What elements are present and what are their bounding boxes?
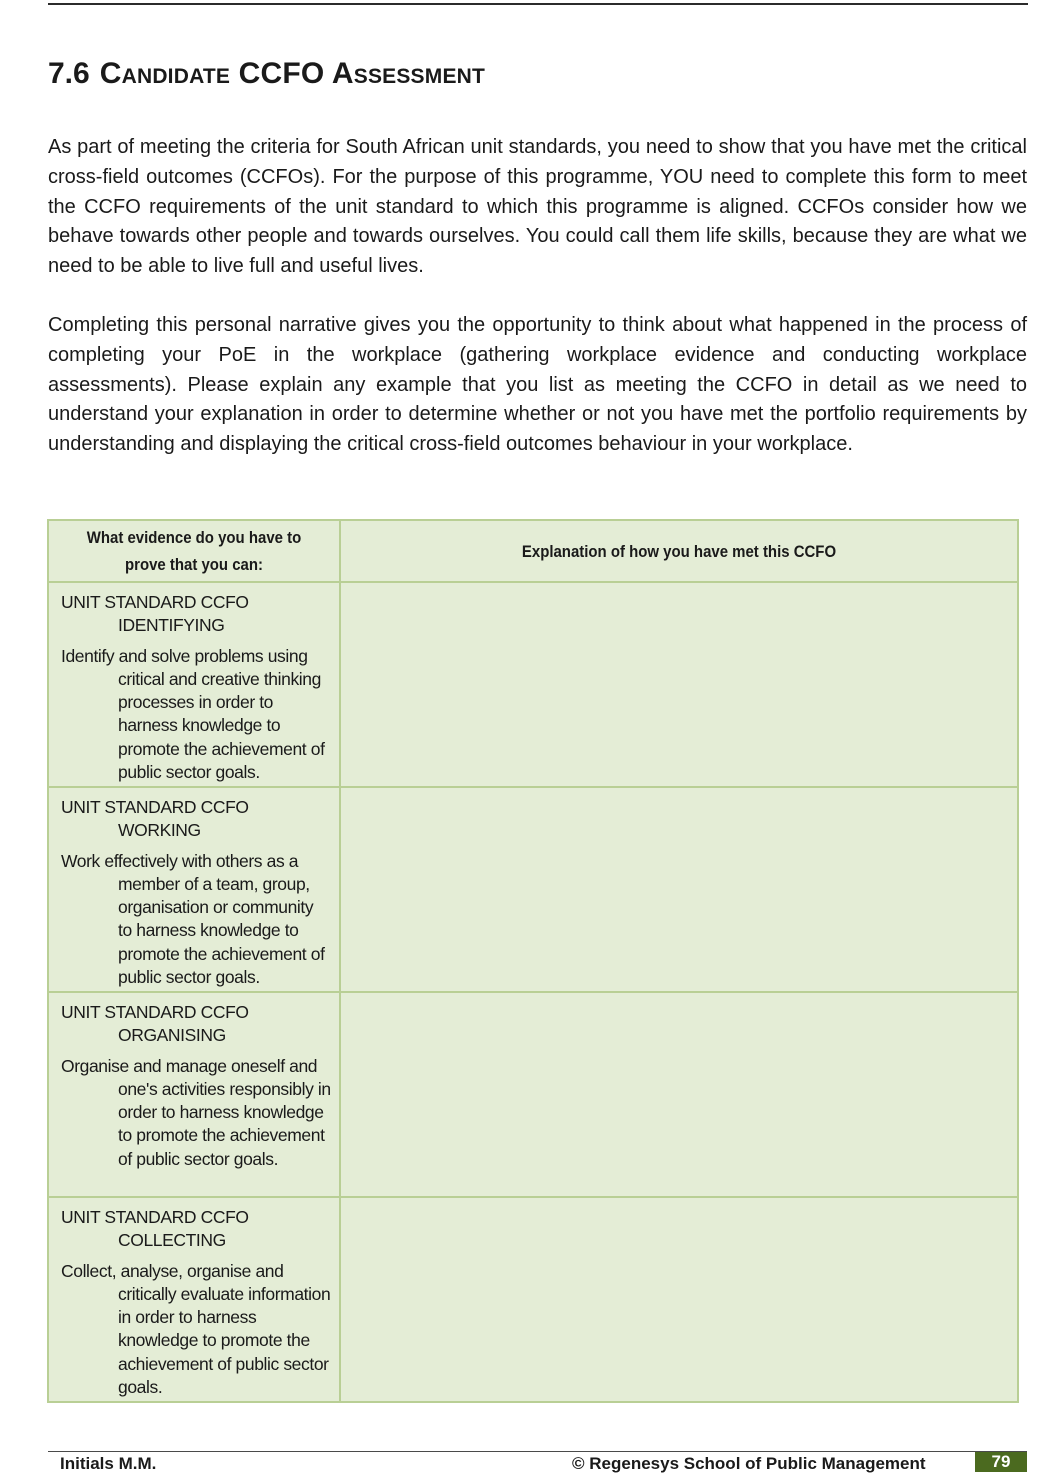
footer-copyright: © Regenesys School of Public Management xyxy=(572,1454,926,1473)
narrative-paragraph: Completing this personal narrative gives you the opportunity to think about what happened in the process of completing your PoE in the workplace (gathering workplace evidence and conducting workplace assessments). Please explain any example that you list as meeting the CCFO in detail as we need to understand your explanation in order to determine whether or not you have met the portfolio requirements by understanding and displaying the critical cross-field outcomes behaviour in your workplace. xyxy=(48,314,1027,456)
table-header-row xyxy=(48,520,1018,582)
table-row xyxy=(48,787,1018,992)
explanation-cell-identifying[interactable] xyxy=(340,582,1018,787)
explanation-cell-organising[interactable] xyxy=(340,992,1018,1197)
ccfo-description: Work effectively with others as a member of a team, group, organisation or community to harness knowledge to promote the achievement of public sector goals. xyxy=(61,850,325,988)
intro-paragraph: As part of meeting the criteria for South African unit standards, you need to show that you have met the critical cross-field outcomes (CCFOs). For the purpose of this programme, YOU need to complete this form to meet the CCFO requirements of the unit standard to which this programme is aligned. CCFOs consider how we behave towards other people and towards ourselves. You could call them life skills, because they are what we need to be able to live full and useful lives. xyxy=(48,136,1027,278)
explanation-column-header: Explanation of how you have met this CCFO xyxy=(381,520,978,582)
ccfo-heading: UNIT STANDARD CCFO WORKING xyxy=(61,797,249,841)
ccfo-description: Identify and solve problems using critical and creative thinking processes in order to harness knowledge to promote the achievement of public sector goals. xyxy=(61,645,325,783)
ccfo-heading: UNIT STANDARD CCFO COLLECTING xyxy=(61,1207,249,1251)
ccfo-assessment-table xyxy=(47,519,1019,1403)
section-heading xyxy=(48,56,485,92)
evidence-cell-collecting xyxy=(48,1197,340,1402)
footer-initials: Initials M.M. xyxy=(60,1454,157,1473)
section-number: 7.6 xyxy=(48,57,90,90)
page-number-badge: 79 xyxy=(975,1452,1027,1472)
table-row xyxy=(48,992,1018,1197)
evidence-cell-working xyxy=(48,787,340,992)
ccfo-description: Organise and manage oneself and one's activities responsibly in order to harness knowledge to promote the achievement of public sector goals. xyxy=(61,1055,331,1169)
explanation-cell-collecting[interactable] xyxy=(340,1197,1018,1402)
evidence-cell-organising xyxy=(48,992,340,1197)
evidence-cell-identifying xyxy=(48,582,340,787)
table-row xyxy=(48,1197,1018,1402)
table-row xyxy=(48,582,1018,787)
section-title: Candidate CCFO Assessment xyxy=(99,57,486,90)
explanation-cell-working[interactable] xyxy=(340,787,1018,992)
top-rule xyxy=(48,3,1028,5)
ccfo-heading: UNIT STANDARD CCFO IDENTIFYING xyxy=(61,592,249,636)
ccfo-description: Collect, analyse, organise and critically evaluate information in order to harness knowledge to promote the achievement of public sector goals. xyxy=(61,1260,331,1398)
footer-rule xyxy=(48,1451,1027,1452)
evidence-column-header: What evidence do you have to prove that you can: xyxy=(66,520,323,582)
ccfo-heading: UNIT STANDARD CCFO ORGANISING xyxy=(61,1002,249,1046)
